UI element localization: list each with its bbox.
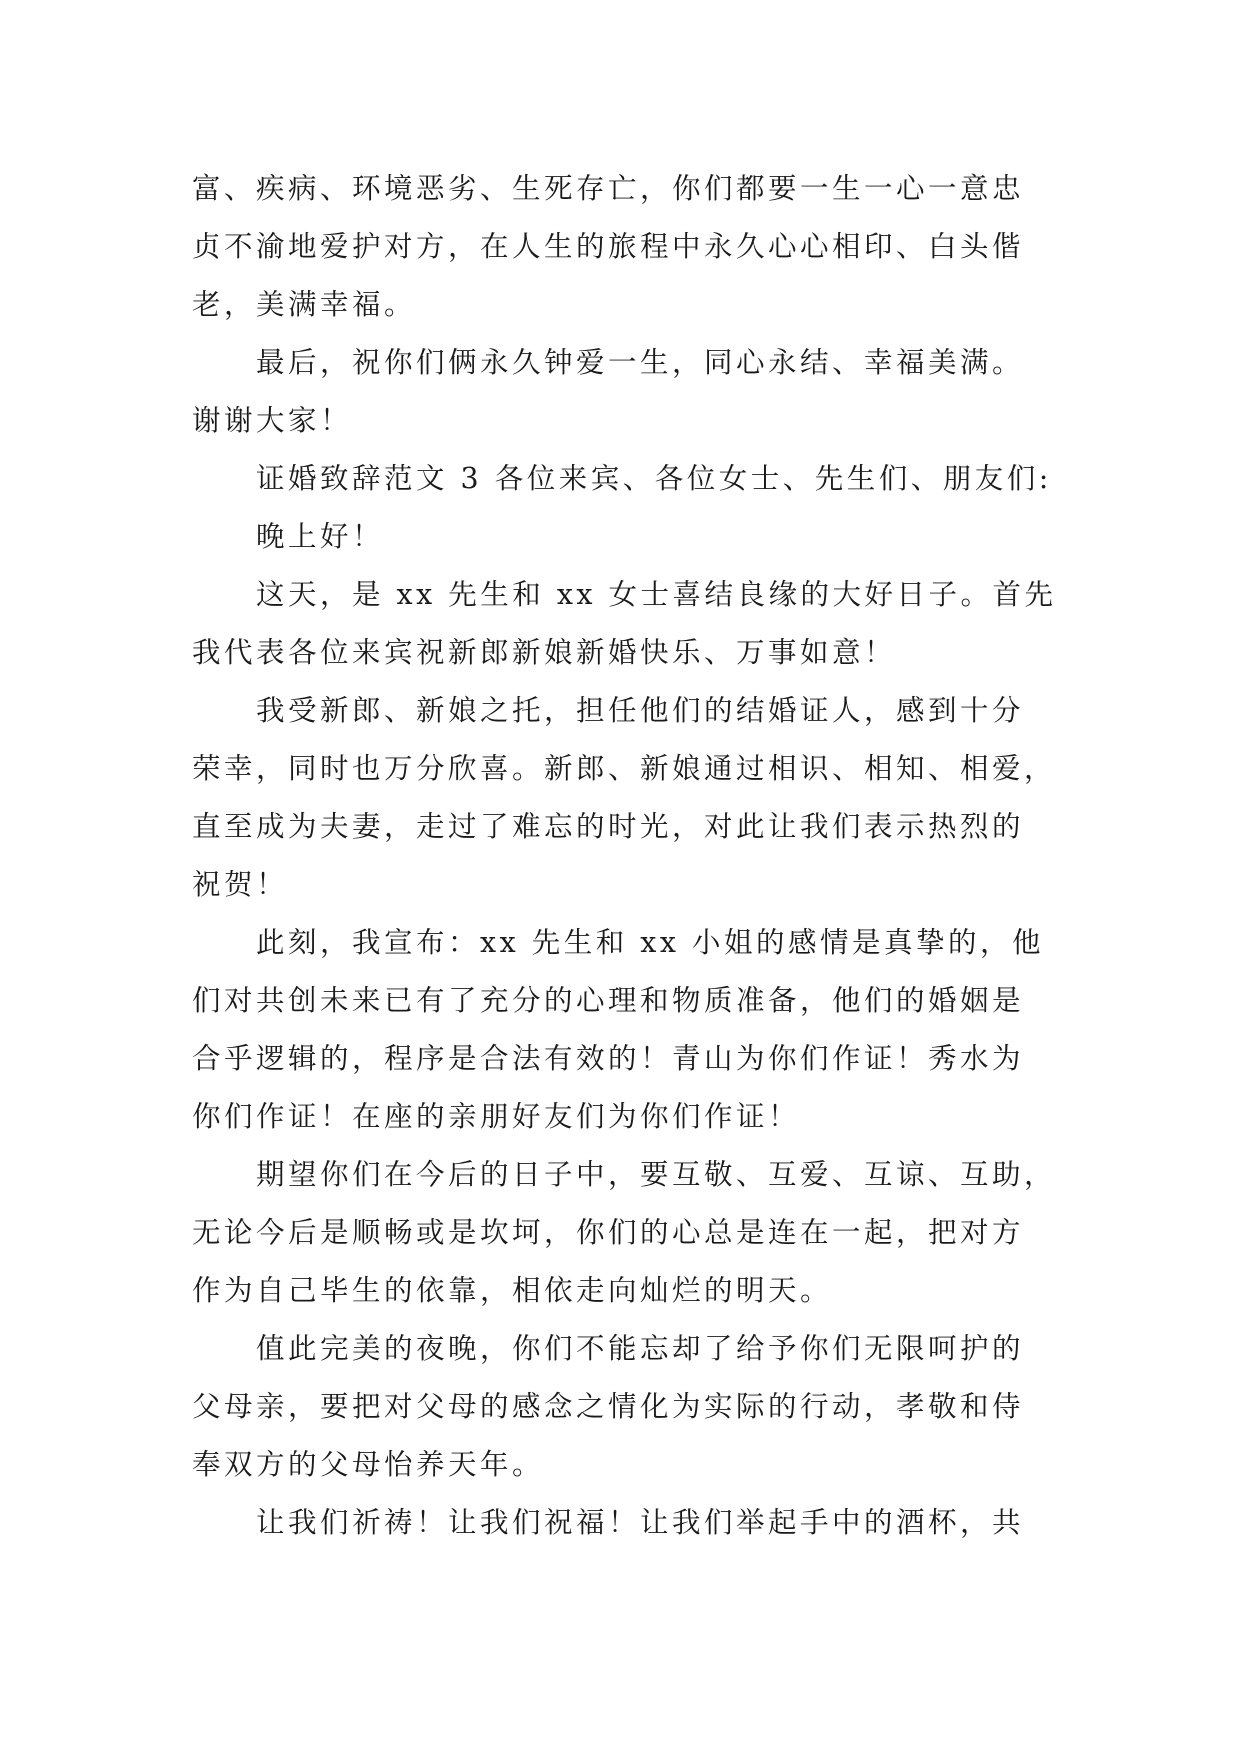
text-line: 值此完美的夜晚，你们不能忘却了给予你们无限呵护的: [256, 1332, 1025, 1365]
text-line: 期望你们在今后的日子中，要互敬、互爱、互谅、互助，: [256, 1158, 1057, 1191]
text-line: 富、疾病、环境恶劣、生死存亡，你们都要一生一心一意忠: [192, 172, 1025, 205]
text-line: 荣幸，同时也万分欣喜。新郎、新娘通过相识、相知、相爱，: [192, 752, 1057, 785]
text-line: 此刻，我宣布：xx 先生和 xx 小姐的感情是真挚的，他: [256, 926, 1044, 959]
text-line: 父母亲，要把对父母的感念之情化为实际的行动，孝敬和侍: [192, 1390, 1025, 1423]
text-line: 合乎逻辑的，程序是合法有效的！青山为你们作证！秀水为: [192, 1042, 1025, 1075]
text-line: 我代表各位来宾祝新郎新娘新婚快乐、万事如意！: [192, 636, 897, 669]
text-line: 让我们祈祷！让我们祝福！让我们举起手中的酒杯，共: [256, 1506, 1025, 1539]
text-line: 我受新郎、新娘之托，担任他们的结婚证人，感到十分: [256, 694, 1025, 727]
text-line: 贞不渝地爱护对方，在人生的旅程中永久心心相印、白头偕: [192, 230, 1025, 263]
text-line: 老，美满幸福。: [192, 288, 417, 321]
text-line: 祝贺！: [192, 868, 289, 901]
document-body: [192, 160, 1072, 1552]
text-line: 晚上好！: [256, 520, 385, 553]
text-line: 无论今后是顺畅或是坎坷，你们的心总是连在一起，把对方: [192, 1216, 1025, 1249]
text-line: 谢谢大家！: [192, 404, 353, 437]
text-line: 最后，祝你们俩永久钟爱一生，同心永结、幸福美满。: [256, 346, 1025, 379]
text-line: 们对共创未来已有了充分的心理和物质准备，他们的婚姻是: [192, 984, 1025, 1017]
text-line: 你们作证！在座的亲朋好友们为你们作证！: [192, 1100, 801, 1133]
text-line: 作为自己毕生的依靠，相依走向灿烂的明天。: [192, 1274, 833, 1307]
text-line: 直至成为夫妻，走过了难忘的时光，对此让我们表示热烈的: [192, 810, 1025, 843]
text-line: 奉双方的父母怡养天年。: [192, 1448, 545, 1481]
text-line: 证婚致辞范文 3 各位来宾、各位女士、先生们、朋友们:: [256, 462, 1052, 495]
text-line: 这天，是 xx 先生和 xx 女士喜结良缘的大好日子。首先: [256, 578, 1057, 611]
